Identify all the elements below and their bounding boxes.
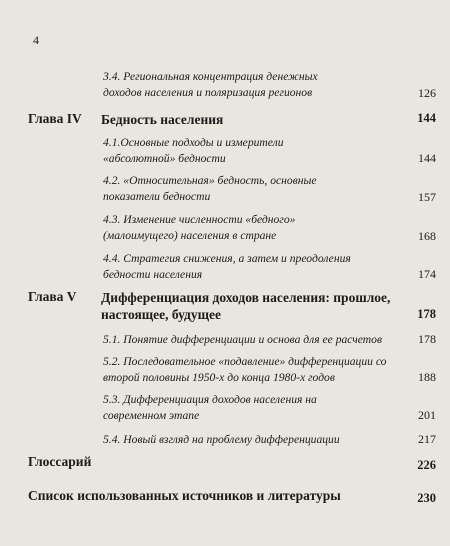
toc-section-5-3[interactable] xyxy=(103,392,373,423)
toc-section-5-2[interactable] xyxy=(103,354,393,385)
toc-section-5-1[interactable] xyxy=(103,332,393,348)
page-number: 4 xyxy=(33,33,39,47)
toc-page-5-3: 201 xyxy=(418,408,436,422)
toc-page-4-2: 157 xyxy=(418,190,436,204)
toc-chapter-label-5: Глава V xyxy=(28,289,77,304)
toc-section-title: 3.4. Региональная концентрация денежных доходов населения и поляризация регионов xyxy=(103,70,318,99)
toc-page-references: 230 xyxy=(417,491,436,505)
toc-section-4-4[interactable] xyxy=(103,251,355,282)
toc-page-3-4: 126 xyxy=(418,86,436,100)
toc-glossary-title[interactable]: Глоссарий xyxy=(28,454,92,469)
toc-section-title: 4.2. «Относительная» бедность, основные показатели бедности xyxy=(103,174,317,203)
toc-chapter-title-4[interactable]: Бедность населения xyxy=(101,112,224,127)
toc-page-5-4: 217 xyxy=(418,432,436,446)
toc-page-ch5: 178 xyxy=(417,307,436,321)
toc-section-5-4[interactable] xyxy=(103,432,393,448)
toc-section-title: 5.1. Понятие дифференциации и основа для ее расчетов xyxy=(103,333,383,346)
toc-section-title: 5.3. Дифференциация доходов населения на современном этапе xyxy=(103,393,317,422)
toc-page-4-1: 144 xyxy=(418,151,436,165)
toc-section-title: 5.4. Новый взгляд на проблему дифференциации xyxy=(103,433,340,446)
toc-page-ch4: 144 xyxy=(417,111,436,125)
toc-section-title: 4.1.Основные подходы и измерители «абсолютной» бедности xyxy=(103,136,284,165)
toc-section-title: 5.2. Последовательное «подавление» дифференциации со второй половины 1950-х до конца 1980-х годов xyxy=(103,355,387,384)
toc-section-title: 4.4. Стратегия снижения, а затем и преодоления бедности населения xyxy=(103,252,351,281)
toc-section-4-2[interactable] xyxy=(103,173,355,204)
toc-section-4-1[interactable] xyxy=(103,135,355,166)
toc-page-4-3: 168 xyxy=(418,229,436,243)
toc-chapter-title-5[interactable]: Дифференциация доходов населения: прошлое, настоящее, будущее xyxy=(101,290,391,322)
toc-page-5-2: 188 xyxy=(418,370,436,384)
toc-section-title: 4.3. Изменение численности «бедного» (малоимущего) населения в стране xyxy=(103,213,296,242)
toc-page-5-1: 178 xyxy=(418,332,436,346)
toc-section-4-3[interactable] xyxy=(103,212,355,243)
toc-page-glossary: 226 xyxy=(417,458,436,472)
toc-section-3-4[interactable] xyxy=(103,69,355,100)
toc-chapter-label-4: Глава IV xyxy=(28,111,82,126)
toc-page-4-4: 174 xyxy=(418,267,436,281)
toc-references-title[interactable]: Список использованных источников и литературы xyxy=(28,488,341,503)
